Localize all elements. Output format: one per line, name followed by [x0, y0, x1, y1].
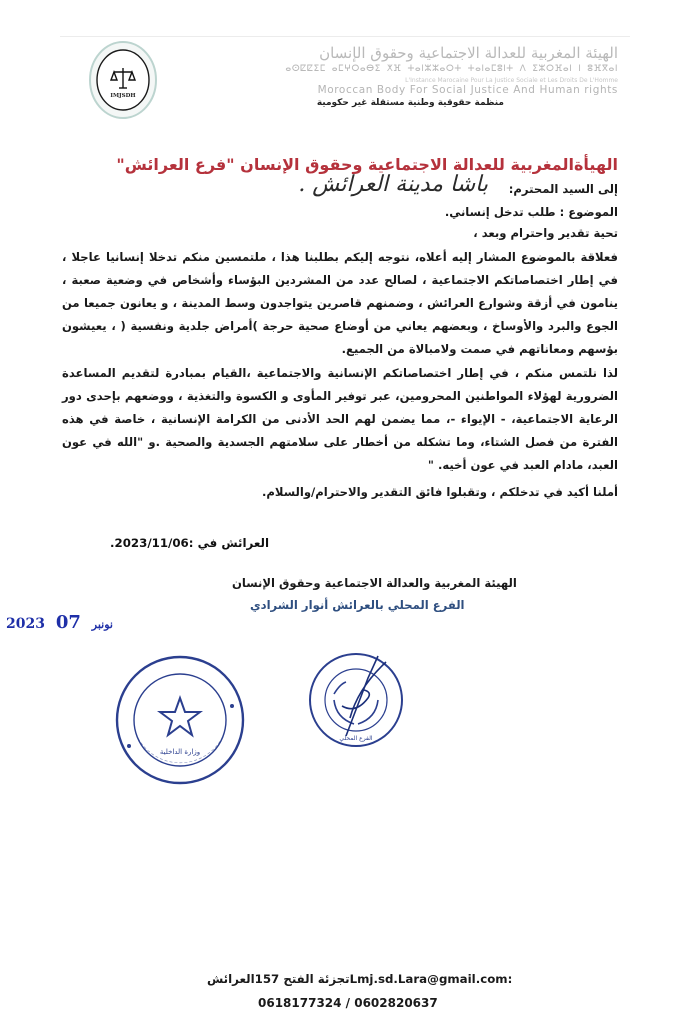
organization-logo: [88, 40, 158, 120]
received-month: نونبر: [91, 618, 113, 631]
official-stamp-right: [306, 648, 408, 748]
received-day: 07: [55, 612, 81, 633]
letterhead-subtitle: منظمة حقوقية وطنية مستقلة غير حكومية: [316, 98, 504, 108]
letter-subject: الموضوع : طلب تدخل إنساني.: [444, 205, 618, 219]
header-divider: [60, 36, 630, 37]
stamp-right-text: الفرع المحلي: [339, 735, 373, 742]
signature-branch: الفرع المحلي بالعرائش أنوار الشرادي: [250, 598, 465, 612]
letter-date: العرائش في :2023/11/06.: [110, 536, 269, 550]
letter-closing: أملنا أكيد في تدخلكم ، وتقبلوا فائق التقدير والاحترام/والسلام.: [262, 485, 618, 499]
logo-text: IMJSDH: [110, 93, 136, 99]
star-seal-icon: [160, 698, 200, 735]
letterhead-english-name: Moroccan Body For Social Justice And Human rights: [317, 84, 618, 96]
received-date-stamp: [6, 612, 113, 633]
handwritten-signature: [342, 656, 386, 736]
stamp-left-text: وزارة الداخلية: [159, 748, 201, 756]
letterhead-tifinagh-name: ⴰⵙⵇⵇⵉⵎ ⴰⵎⵖⵔⴰⴱⵉ ⵅⴼ ⵜⴰⵏⵣⵣⴰⵔⵜ ⵜⴰⵏⴰⵎⵓⵏⵜ ⴷ ⵉⵣⵔⴼⴰⵏ ⵏ ⵓⴼⴳⴰⵏ: [285, 64, 618, 74]
letterhead-french-name: L'Instance Marocaine Pour La Justice Sociale et Les Droits De L'Homme: [405, 77, 618, 84]
received-year: 2023: [6, 616, 45, 632]
recipient-label: إلى السيد المحترم:: [508, 182, 618, 196]
recipient-handwritten: باشا مدينة العرائش .: [298, 172, 488, 197]
footer-address-email: تجزئة الفتح 157العرائشLmj.sd.Lara@gmail.com:: [207, 972, 513, 986]
letter-title: الهيأةالمغربية للعدالة الاجتماعية وحقوق الإنسان "فرع العرائش": [116, 155, 618, 174]
letter-greeting: تحية تقدير واحترام وبعد ،: [473, 226, 618, 240]
letter-paragraph-1: فعلاقة بالموضوع المشار إليه أعلاه، نتوجه إليكم بطلبنا هذا ، ملتمسين منكم تدخلا إنسانيا عاجلا ، في إطار اختصاصاتكم الاجتماعية ، لصالح عدد من المشردين البؤساء وأشخاص في وضعية صعبة ، ينامون في أزقة وشوارع العرائش ، وضمنهم قاصرين يتواجدون وسط المدينة ، و يعانون جميعا من الجوع والبرد والأوساخ ، وبعضهم يعاني من أوضاع صحية حرجة )أمراض جلدية ونفسية ( ، يعيشون بؤسهم ومعاناتهم في صمت ولامبالاة من الجميع.: [62, 250, 618, 356]
signature-organization: الهيئة المغربية والعدالة الاجتماعية وحقوق الإنسان: [232, 576, 517, 590]
footer-phones: 0618177324 / 0602820637: [258, 996, 438, 1010]
official-stamp-left: [114, 654, 246, 786]
letterhead-arabic-name: الهيئة المغربية للعدالة الاجتماعية وحقوق الإنسان: [319, 44, 618, 62]
letter-paragraph-2: لذا نلتمس منكم ، في إطار اختصاصاتكم الإنسانية والاجتماعية ،القيام بمبادرة لتقديم المساعدة الضرورية لهؤلاء المواطنين المحرومين، عبر توفير المأوى و الكسوة والتغذية ، ووضعهم بإحدى دور الرعاية الاجتماعية، - الإيواء -، مما يضمن لهم الحد الأدنى من الكرامة الإنسانية ، خاصة في هذه الفترة من فصل الشتاء، وما تشكله من أخطار على سلامتهم الجسدية والصحية .و "الله في عون العبد، مادام العبد في عون أخيه. ": [62, 366, 618, 472]
